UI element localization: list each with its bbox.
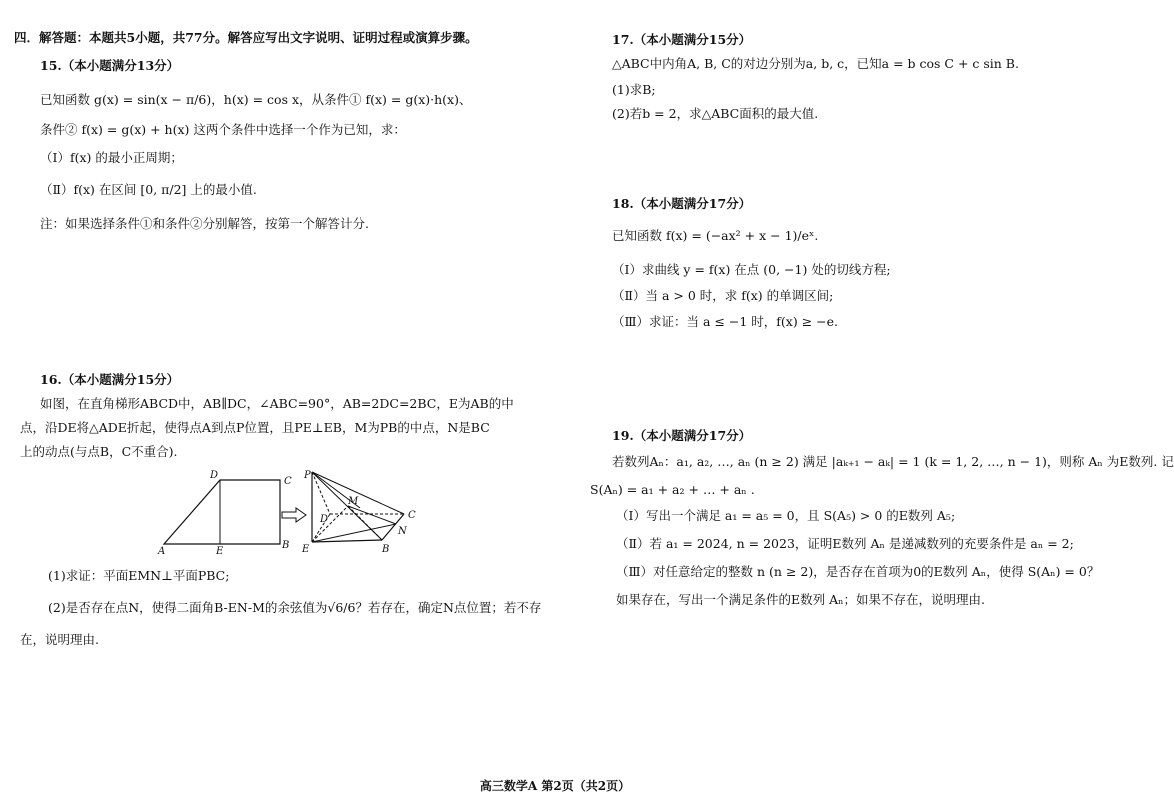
q16-part2: (2)是否存在点N，使得二面角B-EN-M的余弦值为√6/6？若存在，确定N点位置；若不存 (48, 600, 542, 615)
arrow-icon (282, 508, 306, 522)
label-E-right: E (302, 544, 310, 555)
q18-part1: （Ⅰ）求曲线 y = f(x) 在点 (0, −1) 处的切线方程; (612, 262, 891, 277)
page-footer: 高三数学A 第2页（共2页） (479, 779, 631, 793)
q16-line3: 上的动点(与点B，C不重合). (20, 444, 178, 459)
q18-part3: （Ⅲ）求证：当 a ≤ −1 时，f(x) ≥ −e. (612, 314, 838, 329)
q16-part2b: 在，说明理由. (20, 632, 99, 647)
label-P: P (304, 470, 311, 481)
label-E-left: E (216, 546, 224, 557)
q19-part3: （Ⅲ）对任意给定的整数 n (n ≥ 2)，是否存在首项为0的E数列 Aₙ，使得 S(Aₙ) = 0？ (616, 564, 1100, 579)
q16-line2: 点，沿DE将△ADE折起，使得点A到点P位置，且PE⊥EB，M为PB的中点，N是BC (20, 420, 490, 435)
q15-title: 15.（本小题满分13分） (40, 58, 180, 73)
q16-part1: (1)求证：平面EMN⊥平面PBC; (48, 568, 230, 583)
q17-line1: △ABC中内角A, B, C的对边分别为a, b, c，已知a = b cos C + c sin B. (612, 56, 1019, 71)
q19-part2: （Ⅱ）若 a₁ = 2024, n = 2023，证明E数列 Aₙ 是递减数列的充要条件是 aₙ = 2; (616, 536, 1074, 551)
q18-part2: （Ⅱ）当 a > 0 时，求 f(x) 的单调区间; (612, 288, 834, 303)
folded-figure (301, 470, 416, 555)
q17-title: 17.（本小题满分15分） (612, 32, 752, 47)
q15-part1: （Ⅰ）f(x) 的最小正周期； (40, 150, 183, 165)
q16-line1: 如图，在直角梯形ABCD中，AB∥DC，∠ABC=90°，AB=2DC=2BC，E为AB的中 (40, 396, 514, 411)
q16-figure (150, 466, 430, 556)
q19-title: 19.（本小题满分17分） (612, 428, 752, 443)
q17-part1: (1)求B; (612, 82, 656, 97)
q19-line2: S(Aₙ) = a₁ + a₂ + … + aₙ . (590, 482, 755, 497)
q17-part2: (2)若b = 2，求△ABC面积的最大值. (612, 106, 819, 121)
q19-part1: （Ⅰ）写出一个满足 a₁ = a₅ = 0，且 S(A₅) > 0 的E数列 A₅; (616, 508, 956, 523)
q15-line2: 条件② f(x) = g(x) + h(x) 这两个条件中选择一个作为已知，求： (40, 122, 406, 137)
label-M: M (348, 496, 359, 507)
trapezoid-figure (157, 470, 292, 557)
q15-part2: （Ⅱ）f(x) 在区间 [0, π/2] 上的最小值. (40, 182, 257, 197)
label-D-right: D (320, 514, 329, 525)
q19-line1: 若数列Aₙ：a₁, a₂, …, aₙ (n ≥ 2) 满足 |aₖ₊₁ − aₖ| = 1 (k = 1, 2, …, n − 1)，则称 Aₙ 为E数列. 记 (612, 454, 1174, 469)
q15-line1: 已知函数 g(x) = sin(x − π/6)，h(x) = cos x，从条件① f(x) = g(x)·h(x)、 (40, 92, 472, 107)
label-B-right: B (382, 544, 390, 555)
q19-part3b: 如果存在，写出一个满足条件的E数列 Aₙ；如果不存在，说明理由. (616, 592, 986, 607)
section-heading: 四．解答题：本题共5小题，共77分。解答应写出文字说明、证明过程或演算步骤。 (14, 30, 478, 45)
label-A: A (158, 546, 166, 557)
q15-note: 注：如果选择条件①和条件②分别解答，按第一个解答计分. (40, 216, 369, 231)
label-B-left: B (282, 540, 290, 551)
label-D-left: D (210, 470, 219, 481)
label-C-right: C (408, 510, 416, 521)
q18-line1: 已知函数 f(x) = (−ax² + x − 1)/eˣ. (612, 228, 819, 243)
label-C-left: C (284, 476, 292, 487)
q16-title: 16.（本小题满分15分） (40, 372, 180, 387)
label-N: N (398, 526, 407, 537)
q18-title: 18.（本小题满分17分） (612, 196, 752, 211)
